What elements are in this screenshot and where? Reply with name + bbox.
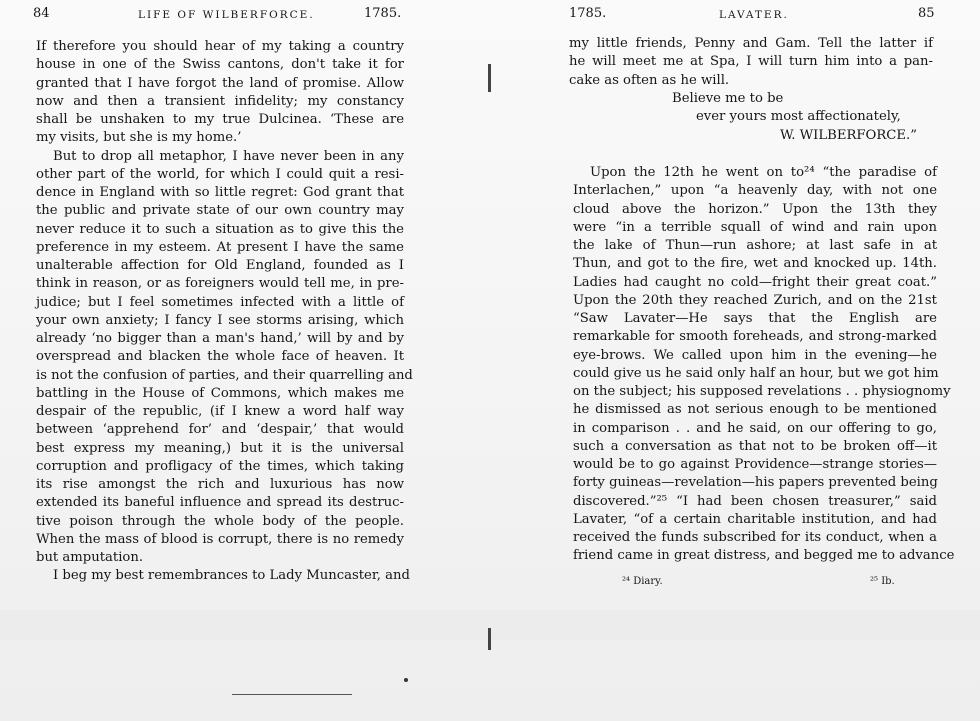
text-line: dence in England with so little regret: God grant that bbox=[36, 185, 404, 200]
text-line: could give us he said only half an hour, but we got him bbox=[573, 365, 939, 381]
text-line: corruption and profligacy of the times, which taking bbox=[36, 458, 404, 474]
signature: W. WILBERFORCE.” bbox=[780, 127, 917, 143]
text-line: cake as often as he will. bbox=[569, 72, 730, 88]
text-line: think in reason, or as foreigners would tell me, in pre- bbox=[36, 276, 404, 292]
text-line: such a conversation as that not to be broken off—it bbox=[573, 438, 937, 454]
text-line: never reduce it to such a situation as to give this the bbox=[36, 221, 404, 237]
footnote-25: ²⁵ Ib. bbox=[870, 576, 895, 587]
text-line: Interlachen,” upon “a heavenly day, with not one bbox=[573, 183, 937, 199]
text-line: would be to go against Providence—strange stories— bbox=[573, 457, 937, 472]
text-line: battling in the House of Commons, which makes me bbox=[36, 385, 404, 401]
text-line: shall be unshaken to my true Dulcinea. ‘These are bbox=[36, 112, 404, 127]
text-line: I beg my best remembrances to Lady Muncaster, and bbox=[53, 568, 410, 584]
text-line: extended its baneful influence and spread its destruc- bbox=[36, 495, 404, 511]
text-line: the public and private state of our own country may bbox=[36, 203, 404, 219]
text-line: house in one of the Swiss cantons, don't take it for bbox=[36, 57, 404, 73]
right-running-title: LAVATER. bbox=[719, 9, 789, 21]
left-running-head bbox=[0, 6, 490, 26]
text-line: between ‘apprehend for’ and ‘despair,’ that would bbox=[36, 422, 404, 438]
text-line: eye-brows. We called upon him in the evening—he bbox=[573, 347, 937, 363]
text-line: received the funds subscribed for its conduct, when a bbox=[573, 530, 937, 545]
left-year: 1785. bbox=[364, 6, 402, 21]
text-line: its rise amongst the rich and luxurious has now bbox=[36, 477, 404, 492]
text-line: Upon the 20th they reached Zurich, and on the 21st bbox=[573, 292, 937, 308]
closing-line-2: ever yours most affectionately, bbox=[696, 109, 901, 125]
text-line: tive poison through the whole body of the people. bbox=[36, 513, 404, 529]
text-line: best express my meaning,) but it is the universal bbox=[36, 440, 404, 456]
text-line: Lavater, “of a certain charitable institution, and had bbox=[573, 511, 937, 527]
text-line: Ladies had caught no cold—fright their great coat.” bbox=[573, 274, 937, 290]
right-body-text bbox=[573, 164, 955, 566]
left-page-number: 84 bbox=[33, 6, 50, 21]
text-line: on the subject; his supposed revelations . . physiognomy bbox=[573, 384, 951, 399]
text-line: but amputation. bbox=[36, 550, 144, 565]
text-line: When the mass of blood is corrupt, there is no remedy bbox=[36, 531, 404, 547]
text-line: is not the confusion of parties, and their quarrelling and bbox=[36, 367, 413, 383]
right-running-head bbox=[490, 6, 980, 26]
right-page bbox=[490, 0, 980, 721]
text-line: If therefore you should hear of my taking a country bbox=[36, 39, 404, 54]
text-line: Thun, and got to the fire, wet and knocked up. 14th. bbox=[573, 256, 937, 272]
text-line: despair of the republic, (if I knew a word half way bbox=[36, 404, 404, 419]
letter-continuation bbox=[569, 35, 933, 90]
text-line: the lake of Thun—run ashore; at last safe in at bbox=[573, 238, 937, 253]
text-line: already ‘no bigger than a man's hand,’ will by and by bbox=[36, 331, 404, 346]
text-line: forty guineas—revelation—his papers prevented being bbox=[573, 475, 938, 491]
footnote-24: ²⁴ Diary. bbox=[622, 576, 663, 587]
text-line: cloud above the horizon.” Upon the 13th they bbox=[573, 201, 937, 217]
left-body-text bbox=[36, 38, 413, 586]
text-line: But to drop all metaphor, I have never been in any bbox=[53, 148, 404, 164]
right-page-number: 85 bbox=[918, 6, 935, 21]
text-line: discovered.”²⁵ “I had been chosen treasurer,” said bbox=[573, 493, 937, 509]
text-line: he dismissed as not serious enough to be mentioned bbox=[573, 402, 937, 418]
text-line: judice; but I feel sometimes infected with a little of bbox=[36, 294, 404, 310]
text-line: “Saw Lavater—He says that the English are bbox=[573, 311, 937, 326]
text-line: friend came in great distress, and begged me to advance bbox=[573, 548, 955, 564]
closing-line-1: Believe me to be bbox=[672, 91, 784, 106]
left-running-title: LIFE OF WILBERFORCE. bbox=[138, 9, 315, 21]
text-line: unalterable affection for Old England, founded as I bbox=[36, 258, 404, 273]
text-line: granted that I have forgot the land of promise. Allow bbox=[36, 75, 404, 91]
text-line: were “in a terrible squall of wind and rain upon bbox=[573, 219, 937, 235]
letter-closing bbox=[569, 90, 933, 145]
text-line: your own anxiety; I fancy I see storms arising, which bbox=[36, 312, 404, 328]
text-line: preference in my esteem. At present I have the same bbox=[36, 239, 404, 255]
text-line: other part of the world, for which I could quit a resi- bbox=[36, 166, 404, 182]
text-line: my visits, but she is my home.’ bbox=[36, 130, 242, 146]
text-line: overspread and blacken the whole face of heaven. It bbox=[36, 349, 404, 365]
text-line: he will meet me at Spa, I will turn him into a pan- bbox=[569, 54, 933, 70]
right-year: 1785. bbox=[569, 6, 607, 21]
text-line: my little friends, Penny and Gam. Tell the latter if bbox=[569, 36, 933, 51]
text-line: remarkable for smooth foreheads, and strong-marked bbox=[573, 329, 937, 345]
text-line: in comparison . . and he said, on our offering to go, bbox=[573, 420, 937, 436]
text-line: Upon the 12th he went on to²⁴ “the paradise of bbox=[590, 165, 937, 180]
text-line: now and then a transient infidelity; my constancy bbox=[36, 93, 404, 109]
